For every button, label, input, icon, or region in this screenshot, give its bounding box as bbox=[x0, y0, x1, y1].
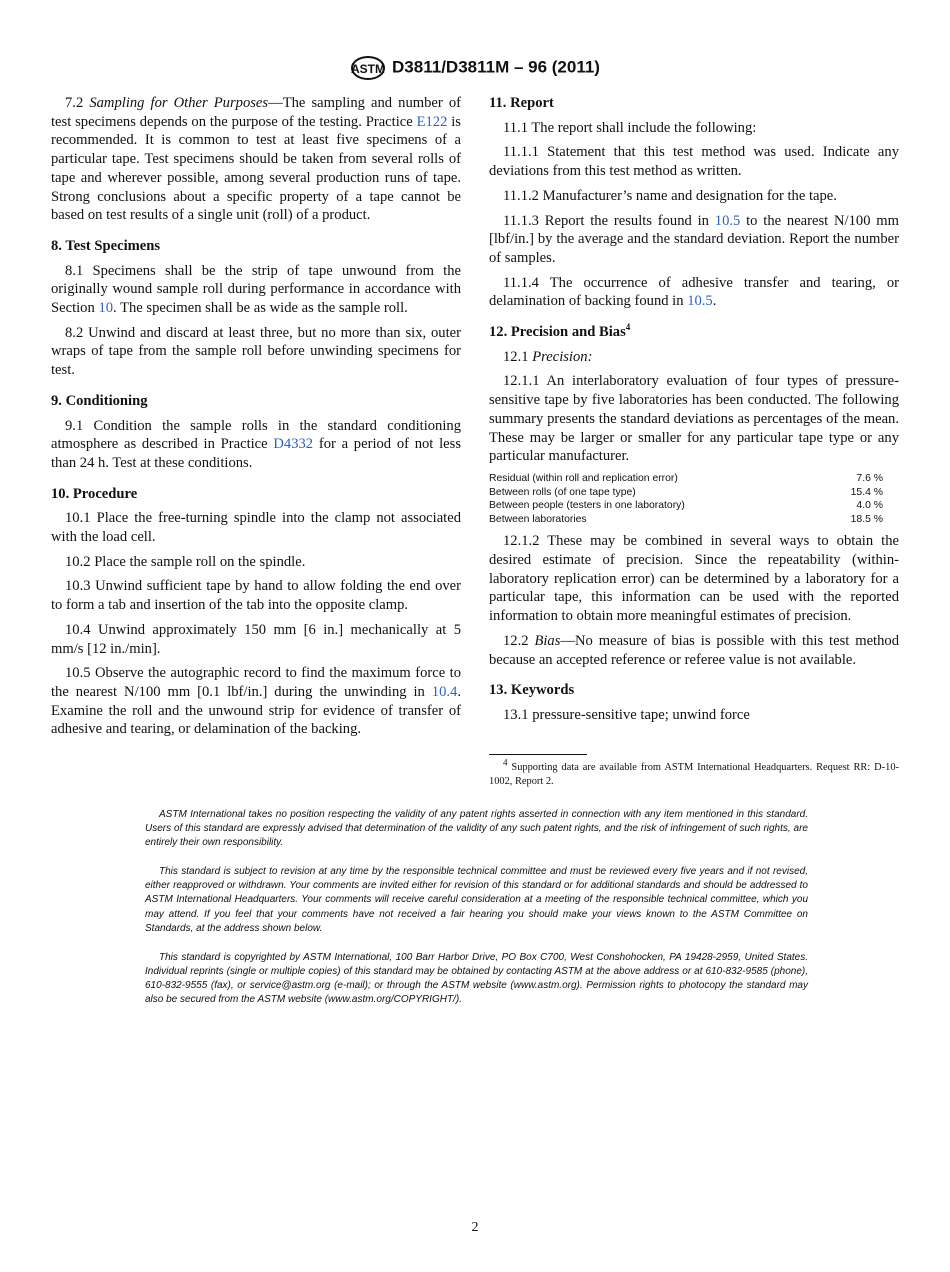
text: 7.2 bbox=[65, 95, 90, 111]
text: . The specimen shall be as wide as the sample roll. bbox=[113, 300, 408, 317]
row-value: 4.0 % bbox=[856, 500, 883, 512]
row-label: Between people (testers in one laboratory) bbox=[489, 500, 685, 512]
paragraph bbox=[51, 262, 461, 318]
italic-text: Sampling for Other Purposes bbox=[89, 95, 269, 111]
text: 10.2 Place the sample roll on the spindle. bbox=[65, 553, 306, 570]
text: 9.1 Condition the sample rolls in the standard conditioning atmosphere as described in Practice bbox=[51, 417, 461, 453]
text: 8. Test Specimens bbox=[51, 237, 161, 254]
footnote-rule bbox=[489, 754, 587, 755]
text: 8.2 Unwind and discard at least three, but no more than six, outer wraps of tape from the sample roll before unwinding specimens for test. bbox=[51, 324, 461, 379]
paragraph bbox=[51, 664, 461, 739]
precision-table bbox=[489, 472, 883, 526]
text: —The sampling and number of test specimens depends on the purpose of the testing. Practice bbox=[51, 95, 461, 130]
paragraph bbox=[489, 212, 899, 268]
paragraph bbox=[489, 143, 899, 180]
legal-notices bbox=[145, 808, 808, 1022]
document-designation: D3811/D3811M – 96 (2011) bbox=[392, 57, 600, 77]
text: . Examine the roll and the unwound strip for evidence of transfer of adhesive and tearing, or delamination of the backing. bbox=[51, 683, 461, 738]
section-heading bbox=[489, 94, 899, 113]
text: for a period of not less than 24 h. Test at these conditions. bbox=[51, 436, 461, 471]
table-row bbox=[489, 486, 883, 500]
table-row bbox=[489, 499, 883, 513]
text: to the nearest N/100 mm [lbf/in.] by the average and the standard deviation. Report the number of samples. bbox=[489, 212, 899, 266]
text: 10.3 Unwind sufficient tape by hand to allow folding the end over to form a tab and insertion of the tab into the opposite clamp. bbox=[51, 578, 461, 614]
row-value: 7.6 % bbox=[856, 472, 883, 484]
text: 10.5 Observe the autographic record to find the maximum force to the nearest N/100 mm [0.1 lbf/in.] during the unwinding in bbox=[51, 665, 461, 700]
table-row bbox=[489, 513, 883, 527]
section-heading bbox=[489, 681, 899, 700]
paragraph bbox=[489, 187, 899, 206]
text: 11.1 The report shall include the following: bbox=[503, 119, 757, 136]
cross-reference-link[interactable]: D4332 bbox=[273, 436, 314, 453]
section-heading bbox=[51, 392, 461, 411]
cross-reference-link[interactable]: 10.4 bbox=[431, 683, 458, 700]
left-column bbox=[51, 94, 461, 745]
astm-logo-icon bbox=[350, 55, 386, 81]
paragraph bbox=[489, 632, 899, 669]
notice-paragraph: ASTM International takes no position respecting the validity of any patent rights asserted in connection with any item mentioned in this standard. Users of this standard are expressly advised that determination of the validity of any such patent rights, and the risk of infringement of such rights, are entirely their own responsibility. bbox=[145, 809, 808, 849]
section-heading bbox=[489, 323, 899, 342]
text: 10.4 Unwind approximately 150 mm [6 in.] mechanically at 5 mm/s [12 in./min]. bbox=[51, 621, 461, 657]
section-heading bbox=[51, 237, 461, 256]
paragraph bbox=[51, 553, 461, 572]
paragraph bbox=[51, 324, 461, 380]
text: 11.1.4 The occurrence of adhesive transfer and tearing, or delamination of backing found in bbox=[489, 274, 899, 310]
text: 12.1.1 An interlaboratory evaluation of four types of pressure-sensitive tape by five laboratories has been conducted. The following summary presents the standard deviations as percentages of the mean. These may be larger or smaller for any particular tape type or any particular manufacturer. bbox=[489, 373, 899, 465]
row-label: Between laboratories bbox=[489, 513, 587, 525]
page-number: 2 bbox=[471, 1220, 479, 1235]
footnote-marker: 4 bbox=[503, 757, 508, 768]
paragraph bbox=[489, 119, 899, 138]
text: 12.1 bbox=[503, 348, 533, 365]
row-value: 15.4 % bbox=[850, 486, 883, 498]
text: —No measure of bias is possible with this test method because an accepted reference or referee value is not available. bbox=[489, 632, 899, 668]
paragraph bbox=[489, 348, 899, 367]
notice-paragraph: This standard is copyrighted by ASTM International, 100 Barr Harbor Drive, PO Box C700, West Conshohocken, PA 19428-2959, United States. Individual reprints (single or multiple copies) of this standard may be obtained by contacting ASTM at the above address or at 610-832-9585 (phone), 610-832-9555 (fax), or service@astm.org (e-mail); or through the ASTM website (www.astm.org). Permission rights to photocopy the standard may also be secured from the ASTM website (www.astm.org/COPYRIGHT/). bbox=[145, 951, 808, 1006]
right-column bbox=[489, 94, 899, 790]
italic-text: Precision: bbox=[532, 348, 593, 365]
text: 11.1.2 Manufacturer’s name and designation for the tape. bbox=[503, 187, 837, 204]
text: 8.1 Specimens shall be the strip of tape unwound from the originally wound sample roll during performance in accordance with Section bbox=[51, 262, 461, 317]
cross-reference-link[interactable]: E122 bbox=[416, 113, 448, 130]
text: 13. Keywords bbox=[489, 682, 575, 699]
cross-reference-link[interactable]: 10.5 bbox=[687, 293, 713, 310]
paragraph bbox=[51, 417, 461, 473]
page-header bbox=[0, 55, 950, 81]
notice-paragraph: This standard is subject to revision at any time by the responsible technical committee and must be reviewed every five years and if not revised, either reapproved or withdrawn. Your comments are invited either for revision of this standard or for additional standards and should be addressed to ASTM International Headquarters. Your comments will receive careful consideration at a meeting of the responsible technical committee, which you may attend. If you feel that your comments have not received a fair hearing you should make your views known to the ASTM Committee on Standards, at the address shown below. bbox=[145, 866, 808, 934]
text: Supporting data are available from ASTM International Headquarters. Request RR: D-10-1002, Report 2. bbox=[489, 761, 899, 788]
italic-text: Bias bbox=[534, 632, 561, 649]
text: 10.1 Place the free-turning spindle into the clamp not associated with the load cell. bbox=[51, 510, 461, 546]
row-value: 18.5 % bbox=[850, 513, 883, 525]
paragraph bbox=[489, 532, 899, 626]
table-row bbox=[489, 472, 883, 486]
paragraph bbox=[489, 372, 899, 466]
svg-text:ASTM: ASTM bbox=[351, 62, 386, 76]
text: 11.1.3 Report the results found in bbox=[503, 212, 715, 229]
text: 11.1.1 Statement that this test method was used. Indicate any deviations from this test method as written. bbox=[489, 144, 899, 180]
cross-reference-link[interactable]: 10.5 bbox=[714, 212, 741, 229]
paragraph bbox=[489, 706, 899, 725]
section-heading bbox=[51, 485, 461, 504]
paragraph bbox=[51, 94, 461, 225]
text: 9. Conditioning bbox=[51, 392, 148, 409]
paragraph bbox=[489, 274, 899, 311]
text: 10. Procedure bbox=[51, 485, 138, 502]
cross-reference-link[interactable]: 10 bbox=[98, 300, 114, 317]
text: is recommended. It is common to test at least five specimens of a particular tape. Test specimens should be taken from several rolls of tape and wherever possible, among several production runs of tape. Strong conclusions about a specific property of a tape cannot be based on test results of a single unit (roll) of a product. bbox=[51, 113, 461, 224]
footnote-marker: 4 bbox=[625, 322, 631, 333]
text: 12.1.2 These may be combined in several ways to obtain the desired estimate of precision. Since the repeatability (within-laboratory replication error) can be determined by a laboratory for a particular tape, this information can be used with the reported information to obtain more meaningful estimates of precision. bbox=[489, 533, 899, 625]
row-label: Residual (within roll and replication error) bbox=[489, 472, 678, 484]
paragraph bbox=[51, 621, 461, 658]
paragraph bbox=[51, 509, 461, 546]
text: 12. Precision and Bias bbox=[489, 324, 626, 341]
text: 12.2 bbox=[503, 632, 535, 649]
text: 11. Report bbox=[489, 95, 554, 111]
footnote bbox=[489, 757, 899, 790]
text: . bbox=[712, 293, 717, 310]
text: 13.1 pressure-sensitive tape; unwind force bbox=[503, 706, 750, 723]
row-label: Between rolls (of one tape type) bbox=[489, 486, 636, 498]
paragraph bbox=[51, 577, 461, 614]
